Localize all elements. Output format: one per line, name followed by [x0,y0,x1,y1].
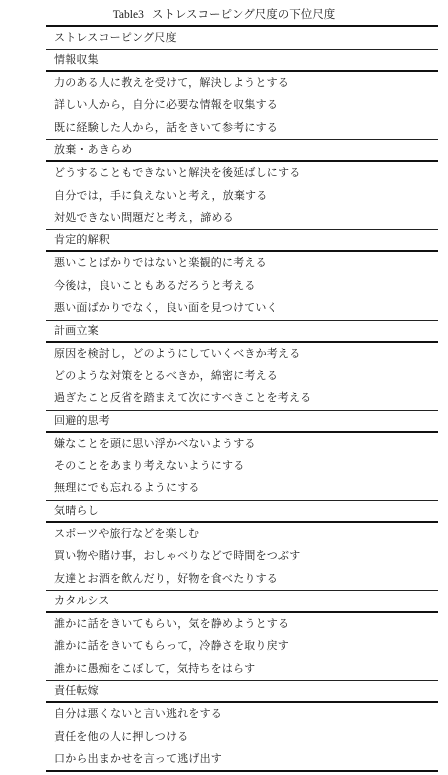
group-item: 自分では，手に負えないと考え，放棄する [54,188,268,202]
group-item: 誰かに話をきいてもらい，気を静めようとする [54,617,290,631]
group-header: 放棄・あきらめ [46,140,438,162]
group-item: 悪い面ばかりでなく，良い面を見つけていく [54,301,278,315]
group-item: どのような対策をとるべきか，綿密に考える [54,368,278,382]
group-item: 詳しい人から，自分に必要な情報を収集する [54,98,278,112]
group-item: 口から出まかせを言って逃げ出す [54,751,222,765]
group-catharsis [46,591,438,681]
group-header: 気晴らし [46,501,438,523]
group-item: 自分は悪くないと言い逃れをする [54,707,222,721]
group-item: 買い物や賭け事，おしゃべりなどで時間をつぶす [54,549,301,563]
scale-title: ストレスコーピング尺度 [46,27,438,50]
group-item: 嫌なことを頭に思い浮かべないようする [54,436,256,450]
group-shifting-responsibility [46,681,438,770]
group-header: 責任転嫁 [46,681,438,703]
group-header: 情報収集 [46,50,438,72]
group-item: 誰かに話をきいてもらって，冷静さを取り戻す [54,639,289,653]
table-caption [0,6,448,23]
group-header: 回避的思考 [46,411,438,433]
group-information-gathering [46,50,438,140]
group-item: 対処できない問題だと考え，諦める [54,210,234,224]
group-giving-up [46,140,438,230]
group-item: 無理にでも忘れるようにする [54,481,200,495]
group-item: どうすることもできないと解決を後延ばしにする [54,166,301,180]
group-item: 力のある人に教えを受けて，解決しようとする [54,76,289,89]
group-item: 誰かに愚痴をこぼして，気持ちをはらす [54,661,256,675]
table-number: Table3 [112,9,144,21]
group-item: 過ぎたこと反省を踏まえて次にすべきことを考える [54,391,312,405]
group-item: 責任を他の人に押しつける [54,729,189,743]
group-avoidant-thinking [46,411,438,501]
group-header: 計画立案 [46,321,438,343]
group-planning [46,321,438,411]
group-header: カタルシス [46,591,438,613]
group-item: そのことをあまり考えないようにする [54,459,245,473]
group-item: 既に経験した人から，話をきいて参考にする [54,120,278,134]
group-header: 肯定的解釈 [46,230,438,252]
group-item: 今後は，良いこともあるだろうと考える [54,278,256,292]
group-item: 悪いことばかりではないと楽観的に考える [54,256,267,270]
group-item: スポーツや旅行などを楽しむ [54,526,200,540]
group-distraction [46,501,438,591]
group-item: 原因を検討し，どのようにしていくべきか考える [54,346,301,360]
group-positive-interpretation [46,230,438,320]
table-title: ストレスコーピング尺度の下位尺度 [151,7,336,21]
group-item: 友達とお酒を飲んだり，好物を食べたりする [54,571,278,585]
subscale-table [46,25,438,772]
